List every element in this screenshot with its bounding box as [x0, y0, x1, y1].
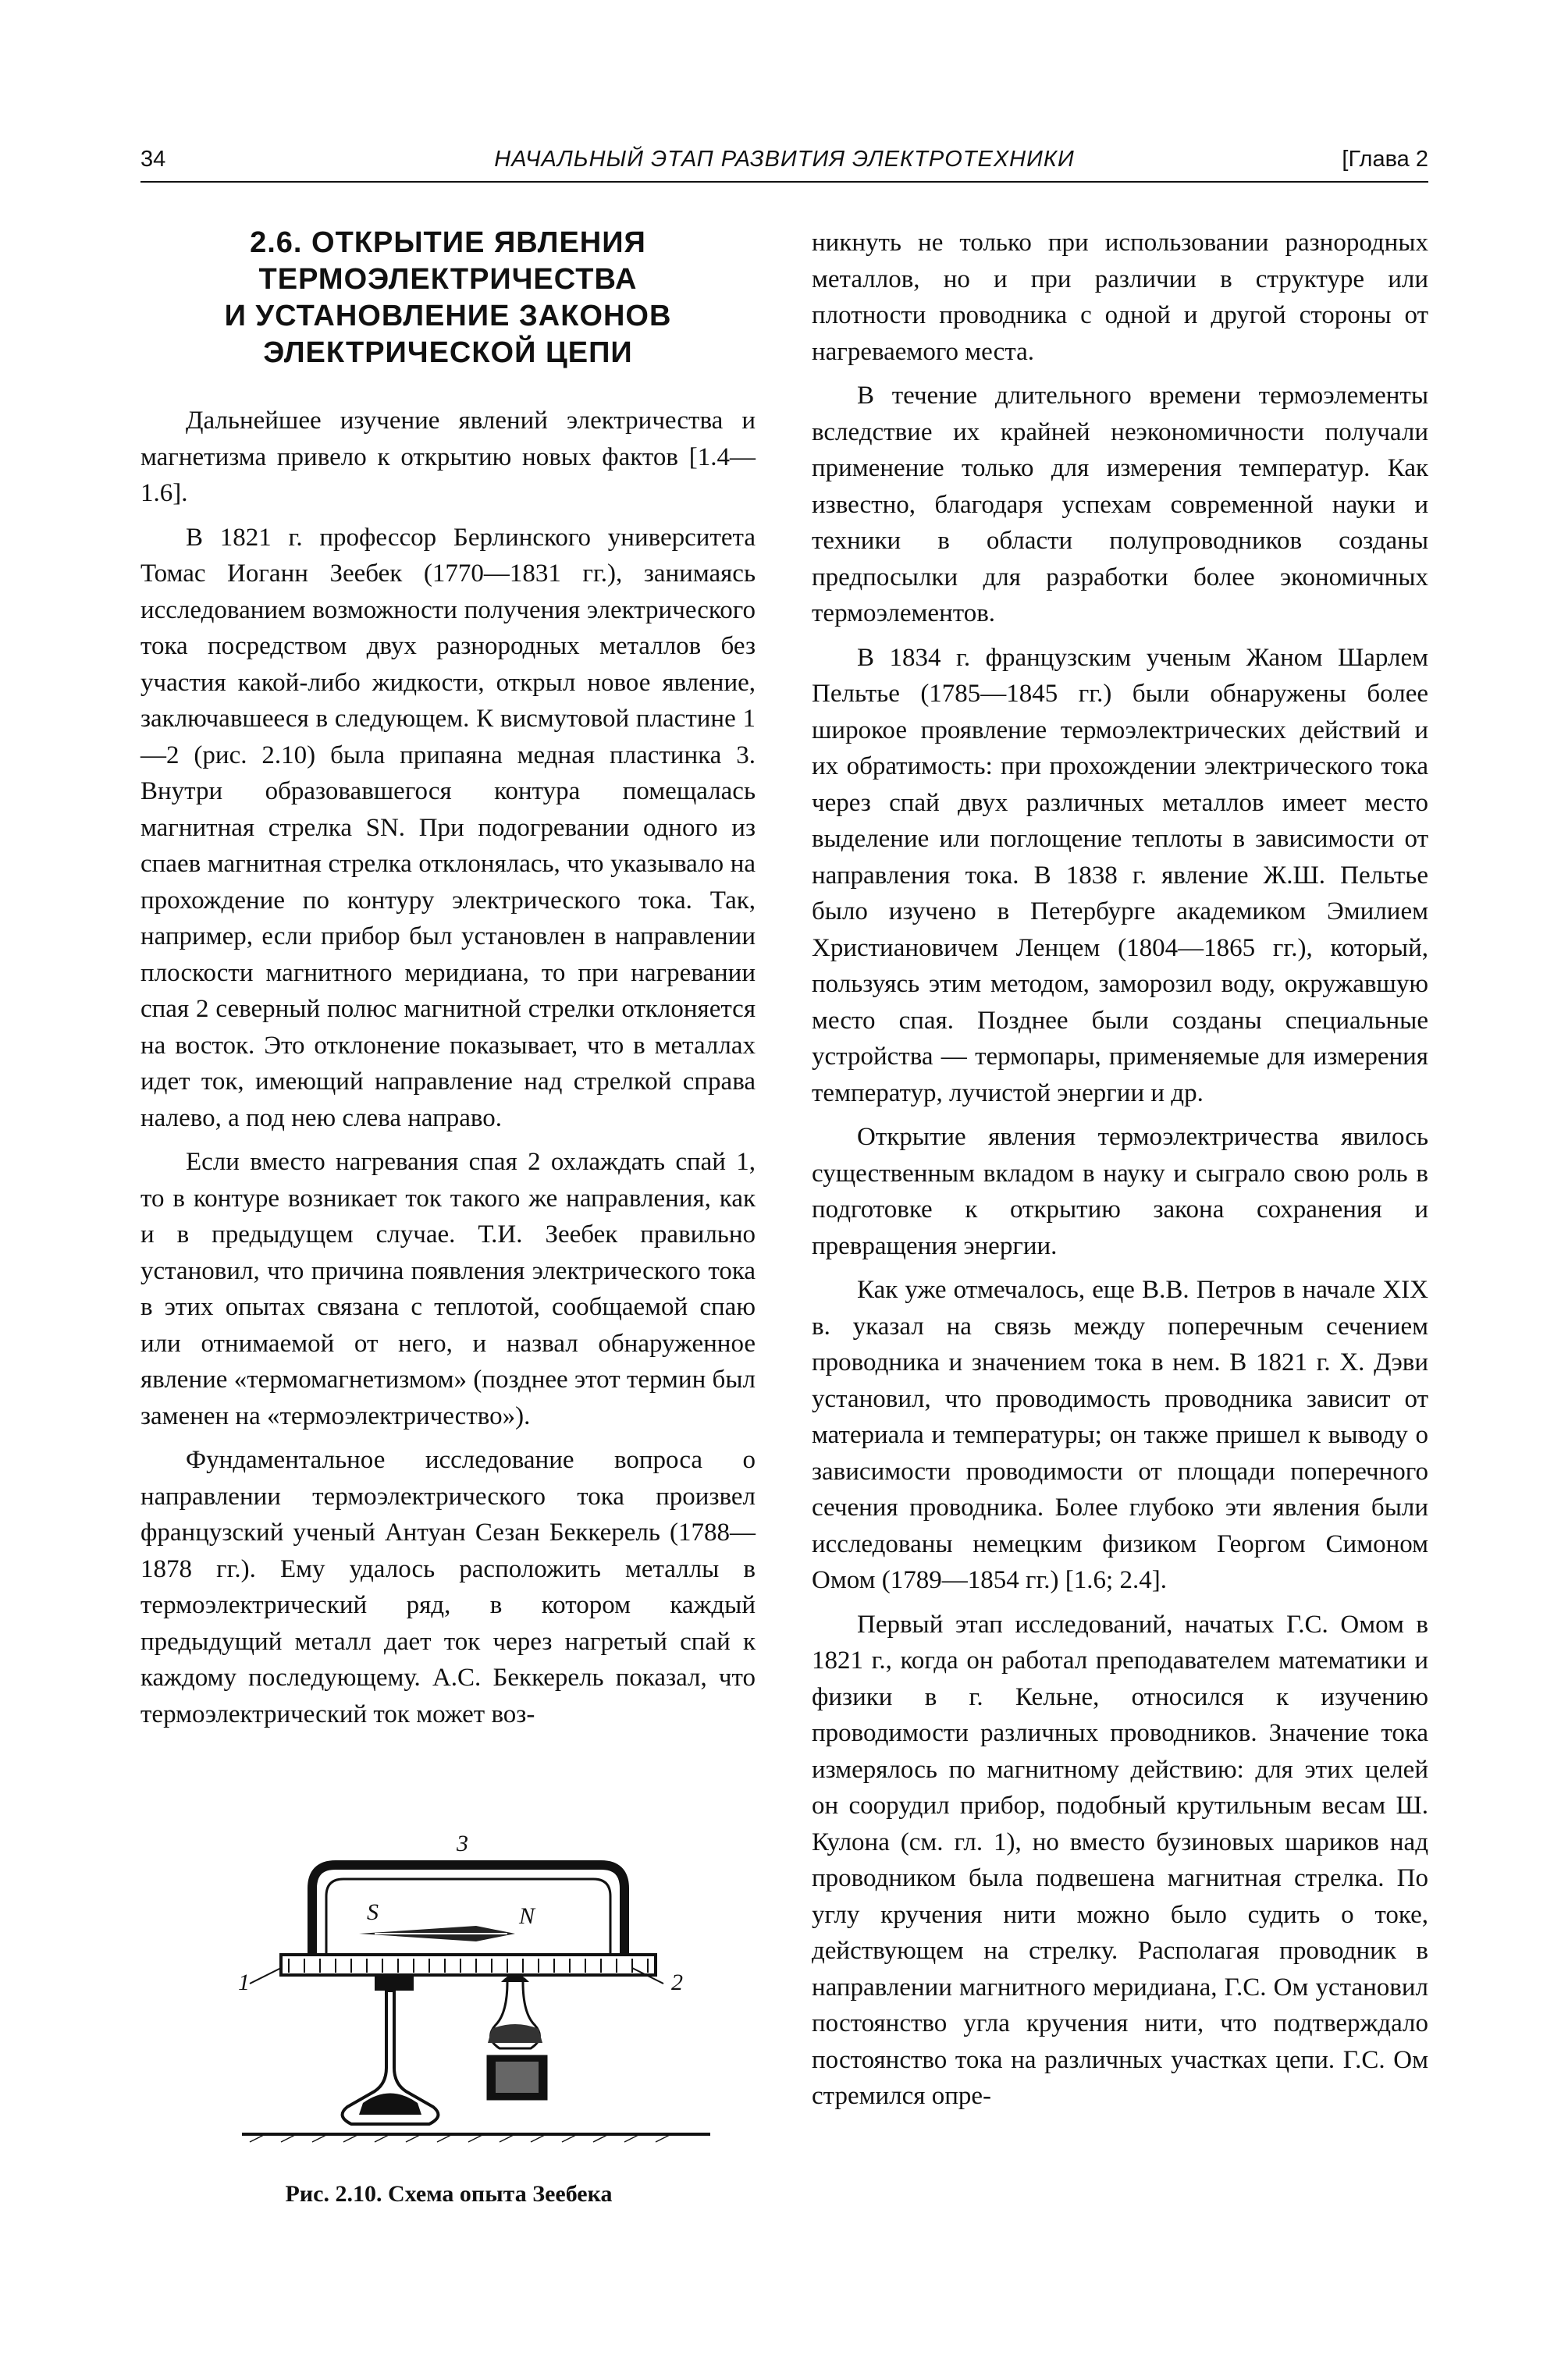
section-title-line: ТЕРМОЭЛЕКТРИЧЕСТВА: [258, 263, 638, 296]
paragraph: В 1821 г. профессор Берлинского университета Томас Иоганн Зеебек (1770—1831 гг.), занимаясь исследованием возможности получения электрического тока посредством двух разнородных металлов без участия какой-либо жидкости, открыл новое явление, заключавшееся в следующем. К висмутовой пластине 1—2 (рис. 2.10) была припаяна медная пластинка 3. Внутри образовавшегося контура помещалась магнитная стрелка SN. При подогревании одного из спаев магнитная стрелка отклонялась, что указывало на прохождение по контуру электрического тока. Так, например, если прибор был установлен в направлении плоскости магнитного меридиана, то при нагревании спая 2 северный полюс магнитной стрелки отклоняется на восток. Это отклонение показывает, что в металлах идет ток, имеющий направление над стрелкой справа налево, а под нею слева направо.: [140, 523, 756, 1132]
label-junction-1: 1: [238, 1970, 250, 1995]
right-column: [812, 225, 1428, 2122]
header-rule: [140, 181, 1428, 183]
running-title: НАЧАЛЬНЫЙ ЭТАП РАЗВИТИЯ ЭЛЕКТРОТЕХНИКИ: [494, 147, 1075, 172]
section-title: [140, 225, 756, 371]
label-plate: 3: [457, 1834, 468, 1856]
paragraph: Если вместо нагревания спая 2 охлаждать спай 1, то в контуре возникает ток такого же направления, как и в предыдущем случае. Т.И. Зеебек правильно установил, что причина появления электрического тока в этих опытах связана с теплотой, сообщаемой спаю или отнимаемой от него, и назвал обнаруженное явление «термомагнетизмом» (позднее этот термин был заменен на «термоэлектричество»).: [140, 1148, 756, 1430]
paragraph: Открытие явления термоэлектричества явилось существенным вкладом в науку и сыграло свою роль в подготовке к открытию закона сохранения и превращения энергии.: [812, 1123, 1428, 1260]
page-number: 34: [140, 147, 166, 172]
left-column: [140, 225, 756, 1740]
paragraph: В течение длительного времени термоэлементы вследствие их крайней неэкономичности получали применение только для измерения температур. Как известно, благодаря успехам современной науки и техники в области полупроводников созданы предпосылки для разработки более экономичных термоэлементов.: [812, 382, 1428, 627]
seebeck-apparatus-figure: [195, 1834, 757, 2162]
chapter-label: [Глава 2: [1342, 147, 1428, 172]
paragraph: В 1834 г. французским ученым Жаном Шарлем Пельтье (1785—1845 гг.) были обнаружены более широкое проявление термоэлектрических действий и их обратимость: при прохождении электрического тока через спай двух различных металлов имеет место выделение или поглощение теплоты в зависимости от направления тока. В 1838 г. явление Ж.Ш. Пельтье было изучено в Петербурге академиком Эмилием Христиановичем Ленцем (1804—1865 гг.), который, пользуясь этим методом, заморозил воду, окружавшую место спая. Позднее были созданы специальные устройства — термопары, применяемые для измерения температур, лучистой энергии и др.: [812, 643, 1428, 1107]
paragraph: Фундаментальное исследование вопроса о направлении термоэлектрического тока произвел французский ученый Антуан Сезан Беккерель (1788—1878 гг.). Ему удалось расположить металлы в термоэлектрический ряд, в котором каждый предыдущий металл дает ток через нагретый спай к каждому последующему. А.С. Беккерель показал, что термоэлектрический ток может воз-: [140, 1446, 756, 1728]
paragraph: Как уже отмечалось, еще В.В. Петров в начале XIX в. указал на связь между поперечным сечением проводника и значением тока в нем. В 1821 г. Х. Дэви установил, что проводимость проводника зависит от материала и температуры; он также пришел к выводу о зависимости проводимости от площади поперечного сечения проводника. Более глубоко эти явления были исследованы немецким физиком Георгом Симоном Омом (1789—1854 гг.) [1.6; 2.4].: [812, 1276, 1428, 1594]
label-south: S: [367, 1899, 379, 1925]
paragraph: Первый этап исследований, начатых Г.С. Омом в 1821 г., когда он работал преподавателем математики и физики в г. Кельне, относился к изучению проводимости различных проводников. Значение тока измерялось по магнитному действию: для этих целей он соорудил прибор, подобный крутильным весам Ш. Кулона (см. гл. 1), но вместо бузиновых шариков над проводником была подвешена магнитная стрелка. По углу кручения нити можно было судить о токе, действующем на стрелку. Располагая проводник в направлении магнитного меридиана, Г.С. Ом установил постоянство угла кручения нити, что подтверждало постоянство тока на различных участках цепи. Г.С. Ом стремился опре-: [812, 1610, 1428, 2110]
figure-caption: Рис. 2.10. Схема опыта Зеебека: [285, 2181, 613, 2207]
paragraph: Дальнейшее изучение явлений электричества и магнетизма привело к открытию новых фактов [1.4—1.6].: [140, 407, 756, 507]
label-junction-2: 2: [671, 1970, 683, 1995]
section-title-line: 2.6. ОТКРЫТИЕ ЯВЛЕНИЯ: [250, 226, 646, 259]
running-header: [140, 139, 1428, 183]
seebeck-apparatus-drawing: [195, 1834, 757, 2162]
section-title-line: И УСТАНОВЛЕНИЕ ЗАКОНОВ: [224, 300, 672, 332]
paragraph-continued: никнуть не только при использовании разнородных металлов, но и при различии в структуре или плотности проводника с одной и другой стороны от нагреваемого места.: [812, 229, 1428, 366]
label-north: N: [519, 1903, 535, 1929]
section-title-line: ЭЛЕКТРИЧЕСКОЙ ЦЕПИ: [263, 336, 633, 369]
